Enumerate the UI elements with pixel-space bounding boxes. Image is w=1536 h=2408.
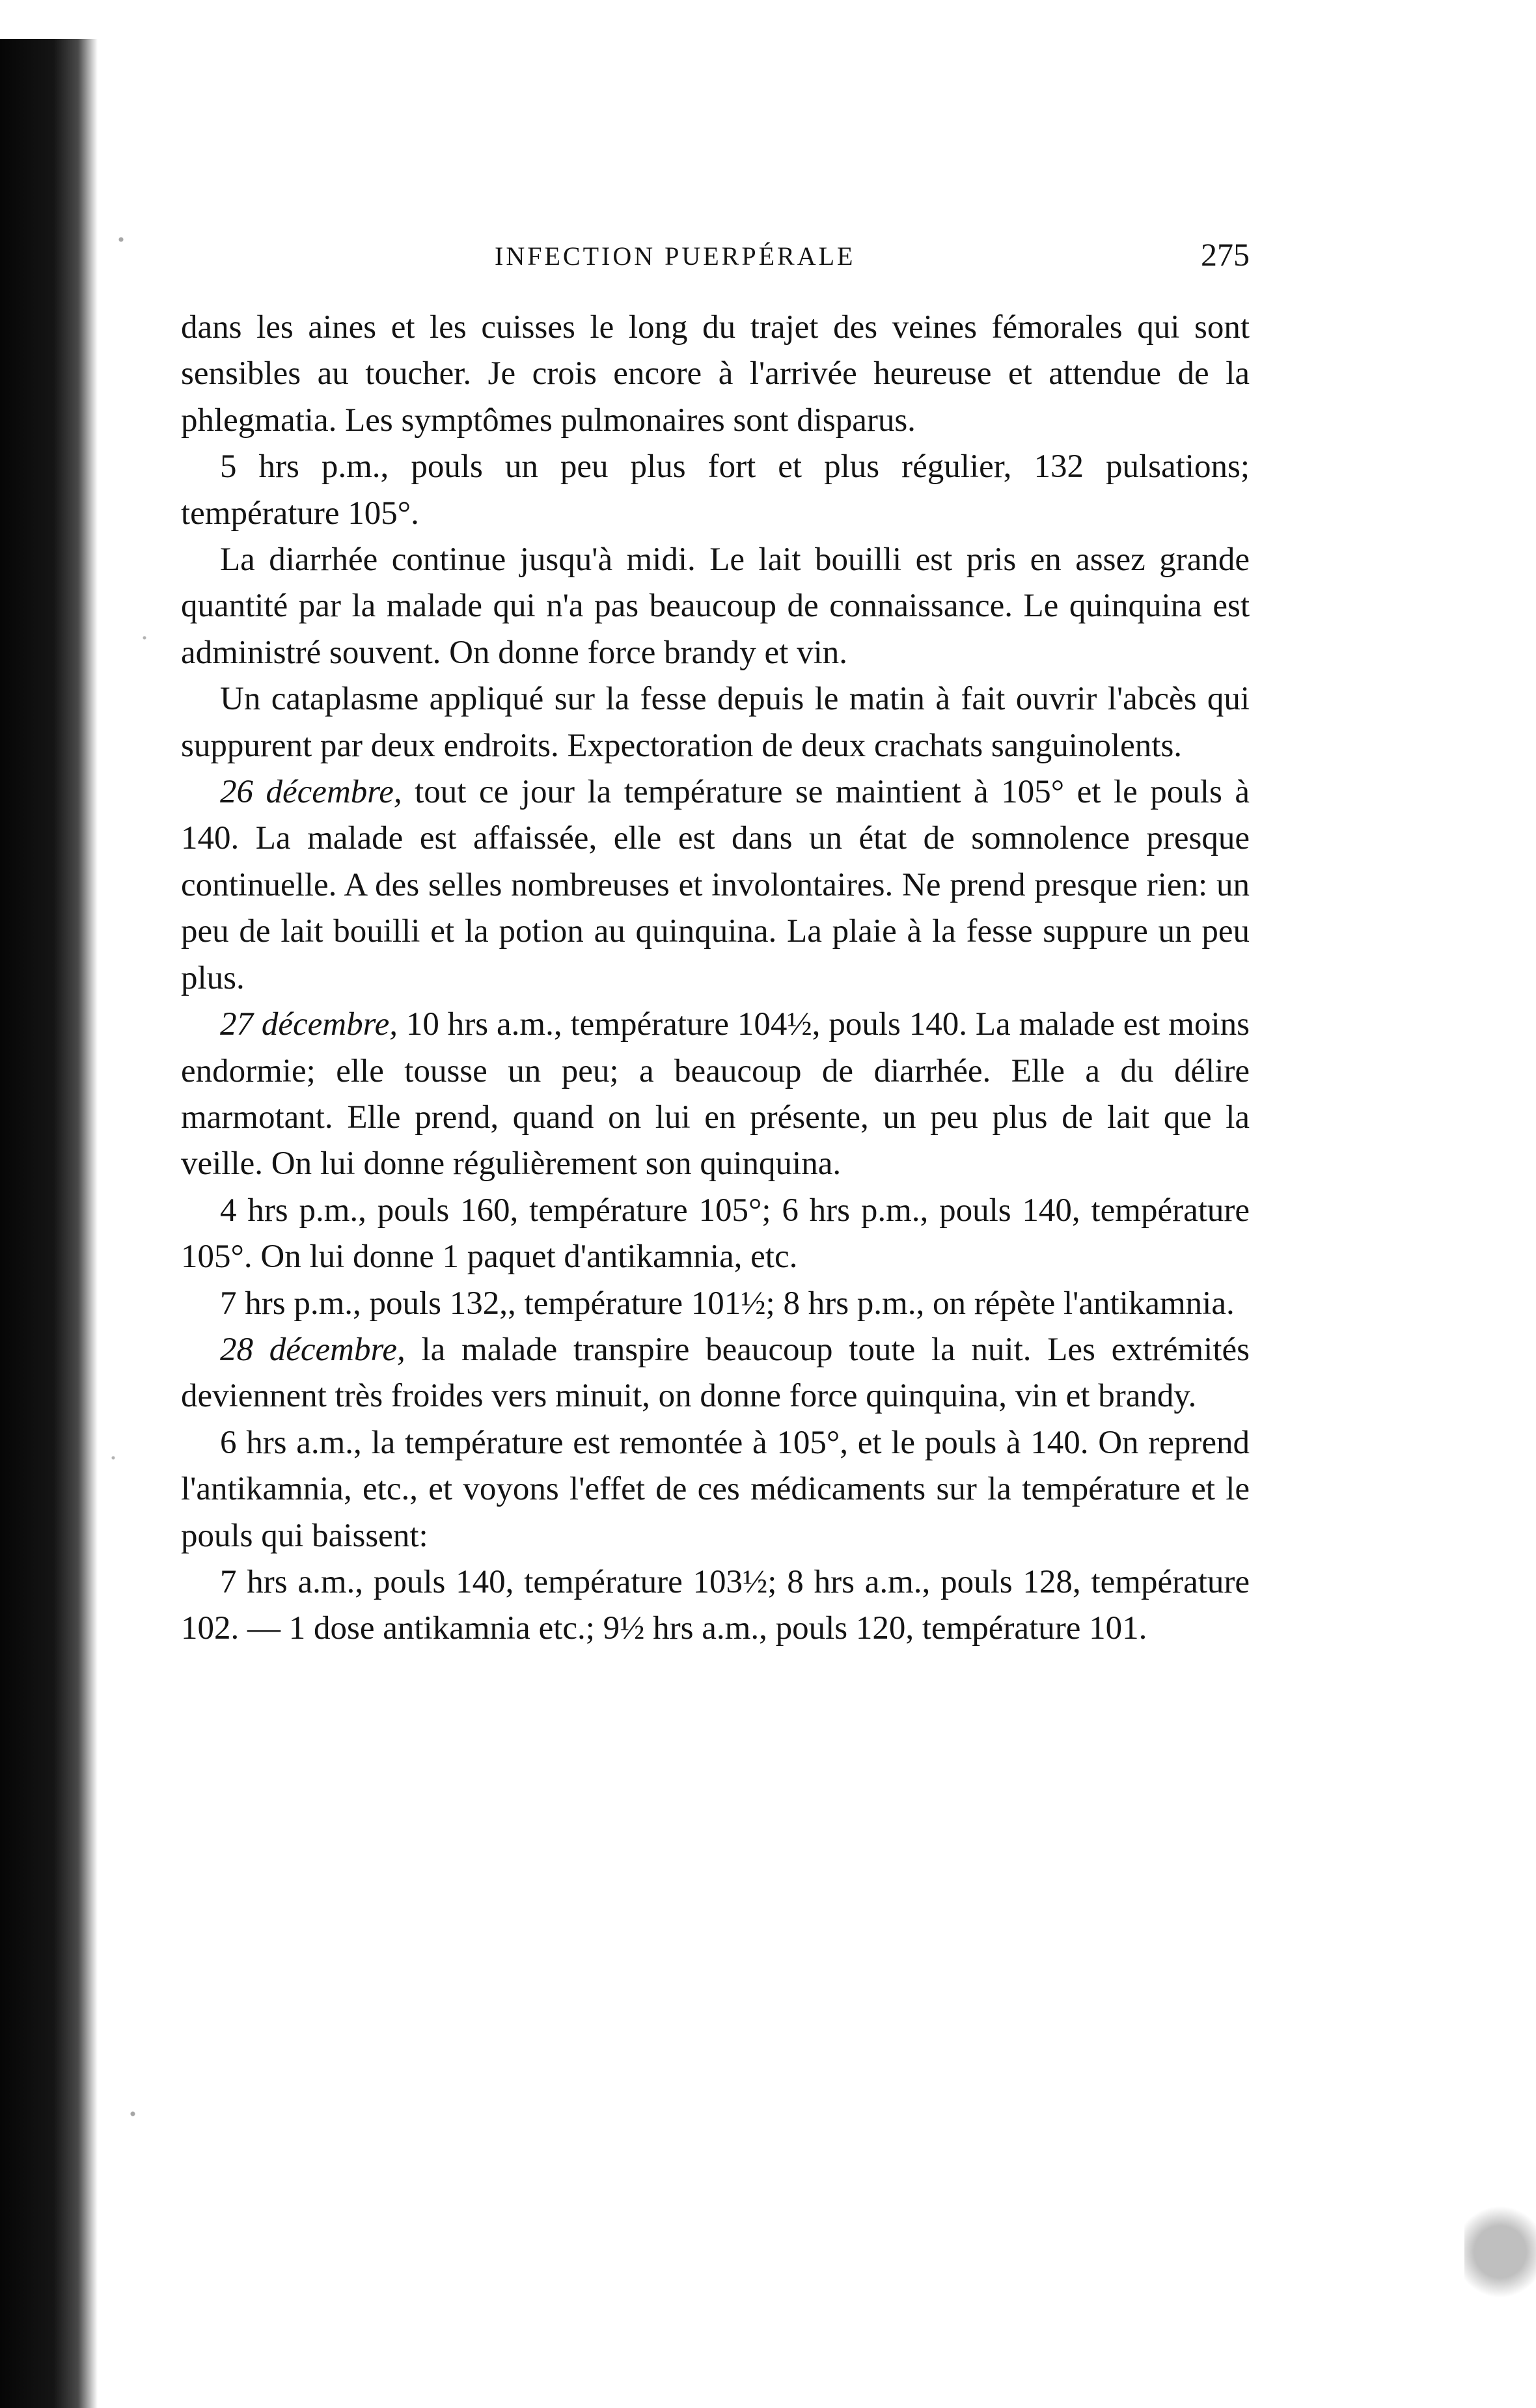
paragraph: 5 hrs p.m., pouls un peu plus fort et plus régulier, 132 pulsations; température 105°. <box>181 448 1250 532</box>
paragraph: La diarrhée continue jusqu'à midi. Le lait bouilli est pris en assez grande quantité par la malade qui n'a pas beaucoup de connaissance. Le quinquina est administré souvent. On donne force brandy et vin. <box>181 541 1250 671</box>
date-label: 27 décembre, <box>220 1006 398 1043</box>
paragraph: dans les aines et les cuisses le long du trajet des veines fémorales qui sont sensibles au toucher. Je crois encore à l'arrivée heureuse et attendue de la phlegmatia. Les symptômes pulmonaires sont disparus. <box>181 309 1250 439</box>
running-head: INFECTION PUERPÉRALE <box>495 241 856 271</box>
paragraph: 7 hrs a.m., pouls 140, température 103½; 8 hrs a.m., pouls 128, température 102. — 1 dose antikamnia etc.; 9½ hrs a.m., pouls 120, température 101. <box>181 1563 1250 1647</box>
page-header <box>495 236 1250 280</box>
page-number: 275 <box>1201 236 1250 273</box>
paragraph: 26 décembre, tout ce jour la température se maintient à 105° et le pouls à 140. La malade est affaissée, elle est dans un état de somnolence presque continuelle. A des selles nombreuses et involontaires. Ne prend presque rien: un peu de lait bouilli et la potion au quinquina. La plaie à la fesse suppure un peu plus. <box>181 774 1250 996</box>
body-text <box>181 305 1250 1652</box>
paragraph: 6 hrs a.m., la température est remontée à 105°, et le pouls à 140. On reprend l'antikamnia, etc., et voyons l'effet de ces médicaments sur la température et le pouls qui baissent: <box>181 1424 1250 1554</box>
paragraph: 27 décembre, 10 hrs a.m., température 104½, pouls 140. La malade est moins endormie; elle tousse un peu; a beaucoup de diarrhée. Elle a du délire marmotant. Elle prend, quand on lui en présente, un peu plus de lait que la veille. On lui donne régulièrement son quinquina. <box>181 1006 1250 1183</box>
paragraph: Un cataplasme appliqué sur la fesse depuis le matin à fait ouvrir l'abcès qui suppurent par deux endroits. Expectoration de deux crachats sanguinolents. <box>181 681 1250 764</box>
scan-specks <box>98 52 176 2395</box>
paragraph: 7 hrs p.m., pouls 132,, température 101½; 8 hrs p.m., on répète l'antikamnia. <box>220 1285 1235 1322</box>
page-edge-specks <box>1464 2174 1536 2330</box>
paragraph: 4 hrs p.m., pouls 160, température 105°; 6 hrs p.m., pouls 140, température 105°. On lui donne 1 paquet d'antikamnia, etc. <box>181 1192 1250 1276</box>
book-binding-shadow <box>0 39 98 2408</box>
date-label: 26 décembre, <box>220 774 402 811</box>
paragraph: 28 décembre, la malade transpire beaucoup toute la nuit. Les extrémités deviennent très froides vers minuit, on donne force quinquina, vin et brandy. <box>181 1331 1250 1415</box>
date-label: 28 décembre, <box>220 1331 405 1368</box>
